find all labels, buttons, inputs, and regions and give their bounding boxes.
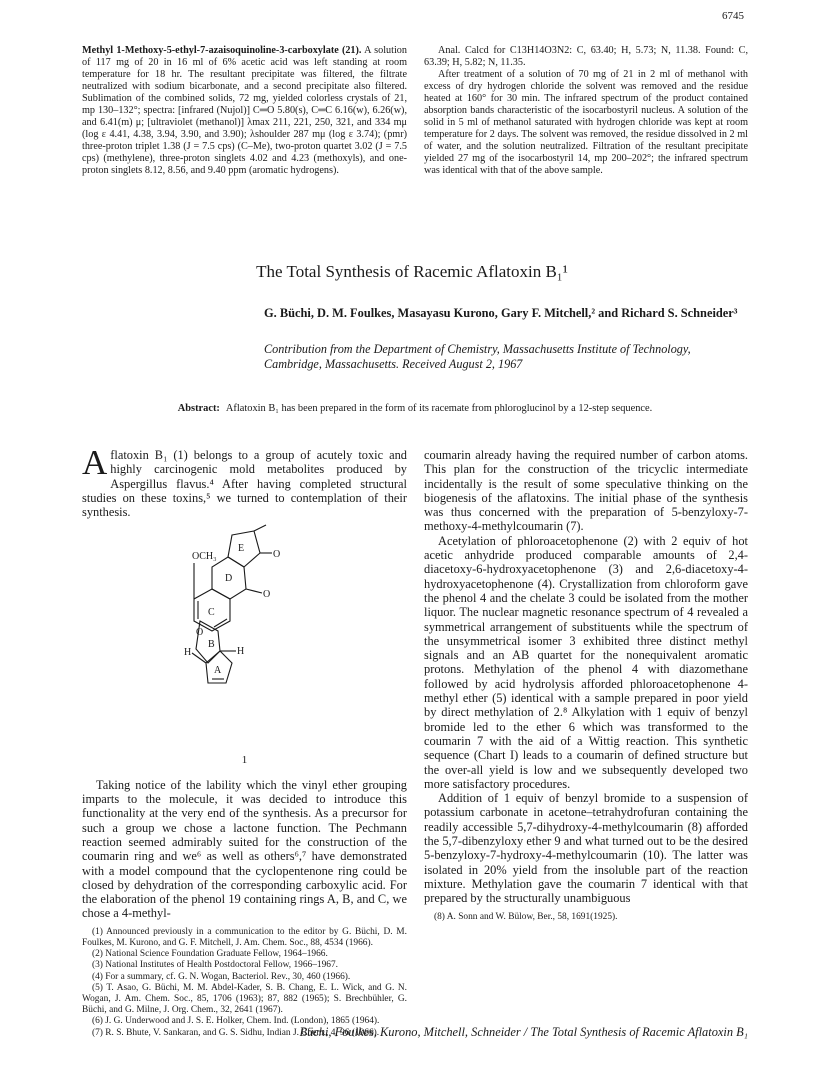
compound-heading: Methyl 1-Methoxy-5-ethyl-7-azaisoquinoline-3-carboxylate (21). <box>82 45 362 56</box>
compound-number: 1 <box>241 754 248 767</box>
article-title: The Total Synthesis of Racemic Aflatoxin B₁¹ <box>256 262 568 281</box>
lactone-bond <box>246 589 262 593</box>
abstract-label: Abstract: <box>177 403 220 414</box>
lactone-oxygen-label: O <box>263 589 271 601</box>
ring-e-bond <box>254 525 266 531</box>
ring-e-label: E <box>238 543 245 555</box>
drop-cap: A <box>82 443 108 482</box>
page-number: 6745 <box>722 10 744 22</box>
ketone-oxygen-label: O <box>273 549 281 561</box>
footnote: (3) National Institutes of Health Postdoctoral Fellow, 1966–1967. <box>92 960 338 971</box>
abstract <box>82 403 748 414</box>
footnote: (5) T. Asao, G. Büchi, M. M. Abdel-Kader, S. B. Chang, E. L. Wick, and G. N. Wogan, J. Am. Chem. Soc., 85, 1706 (1963); 87, 882 (1965); S. Brechbühler, G. Büchi, and G. Milne, J. Org. Chem., 32, 2641 (1967). <box>82 982 407 1016</box>
footnote: (2) National Science Foundation Graduate Fellow, 1964–1966. <box>92 949 328 960</box>
footnotes <box>82 927 407 1039</box>
ring-b-label: B <box>208 639 215 651</box>
body-column-left <box>82 443 407 1039</box>
experimental-text: A solution of 117 mg of 20 in 16 ml of 6% acetic acid was left standing at room temperature for 18 hr. The resultant precipitate was filtered, the filtrate neutralized with sodium bicarbonate, and a second precipitate also filtered. Sublimation of the combined solids, 72 mg, yielded colorless crystals of 21, mp 130–132°; spectra: [infrared (Nujol)] C═O 5.80(s), C═C 6.16(w), 6.26(w), and 6.41(m) μ; [ultraviolet (methanol)] λmax 211, 221, 250, 321, and 334 mμ (log ε 4.41, 4.38, 3.94, 3.90, and 3.90); λshoulder 287 mμ (log ε 3.74); (pmr) three-proton triplet 1.38 (J = 7.5 cps) (C–Me), two-proton quartet 3.02 (J = 7.5 cps) (methylene), three-proton singlets 4.02 and 4.23 (methoxyls), and one-proton singlets 8.12, 8.56, and 9.40 ppm (aromatic hydrogens). <box>82 45 407 176</box>
body-paragraph: Acetylation of phloroacetophenone (2) with 2 equiv of hot acetic anhydride produced comparable amounts of 2,4-diacetoxy-6-hydroxyacetophenone (3) and 2,6-diacetoxy-4-hydroxyacetophenone (4). Crystallization from chloroform gave the phenol 4 and the chelate 3 could be isolated from the mother liquor. The nuclear magnetic resonance spectrum of 4 revealed a symmetrical arrangement of substituents while the spectrum of the unsymmetrical isomer 3 exhibited three distinct methyl signals and an AB quartet for the nonequivalent aromatic protons. Methylation of the phenol 4 with diazomethane followed by acid hydrolysis afforded phloroacetophenone 4-methyl ether (5) identical with a sample prepared in poor yield by direct methylation of 2.⁸ Alkylation with 1 equiv of benzyl bromide led to the ether 6 which was transformed to the coumarin 7 with the aid of a Wittig reaction. This synthetic sequence (Chart I) leads to a coumarin of defined structure but the over-all yield is low and we subsequently developed two more satisfactory procedures. <box>424 533 748 791</box>
body-column-right <box>424 448 748 923</box>
footnote: (1) Announced previously in a communication to the editor by G. Büchi, D. M. Foulkes, M. Kurono, and G. F. Mitchell, J. Am. Chem. Soc., 88, 4534 (1966). <box>82 926 407 948</box>
abstract-text: Aflatoxin B₁ has been prepared in the form of its racemate from phloroglucinol by a 12-step sequence. <box>225 403 653 414</box>
footnote: (6) J. G. Underwood and J. S. E. Holker, Chem. Ind. (London), 1865 (1964). <box>92 1016 380 1027</box>
synthesis-plan-paragraph: Taking notice of the lability which the vinyl ether grouping imparts to the molecule, it was decided to introduce this functionality at the very end of the synthesis. As a precursor for such a group we chose a lactone function. The Pechmann reaction seemed admirably suited for the construction of the coumarin ring and we⁶ as well as others⁶,⁷ have demonstrated with a model compound that the cyclopentenone ring could be closed by dehydration of the corresponding carboxylic acid. For the elaboration of the phenol 19 containing rings A, B, and C, we chose a 4-methyl- <box>82 777 407 921</box>
footnote: (7) R. S. Bhute, V. Sankaran, and G. S. Sidhu, Indian J. Chem., 4, 96 (1966). <box>92 1027 380 1038</box>
body-paragraph: Addition of 1 equiv of benzyl bromide to a suspension of potassium carbonate in acetone–tetrahydrofuran containing the readily accessible 5,7-dihydroxy-4-methylcoumarin (8) afforded the 5,7-dibenzyloxy ether 9 and what turned out to be the desired 5-benzyloxy-7-hydroxy-4-methylcoumarin (10). The latter was isolated in 20% yield from the insoluble part of the reaction mixture. Methylation gave the coumarin 7 identical with that prepared by the structurally unambiguous <box>424 791 748 906</box>
experimental-section-right <box>424 45 748 177</box>
experimental-section-left <box>82 45 407 177</box>
intro-paragraph <box>82 443 407 520</box>
hydrogen-left-label: H <box>184 647 192 659</box>
ring-c-label: C <box>208 607 215 619</box>
author-list: G. Büchi, D. M. Foulkes, Masayasu Kurono, Gary F. Mitchell,² and Richard S. Schneider³ <box>264 306 738 320</box>
ring-a-label: A <box>214 665 222 677</box>
methoxy-label: OCH₃ <box>192 551 217 563</box>
footnote: (8) A. Sonn and W. Bülow, Ber., 58, 1691(1925). <box>434 911 618 922</box>
ring-d-label: D <box>225 573 233 585</box>
footnote: (4) For a summary, cf. G. N. Wogan, Bacteriol. Rev., 30, 460 (1966). <box>92 971 351 982</box>
hydrogen-right-label: H <box>237 646 245 658</box>
experimental-text-right: After treatment of a solution of 70 mg of 21 in 2 ml of methanol with excess of dry hydrogen chloride the solvent was removed and the residue heated at 160° for 30 min. The infrared spectrum of the product contained absorption bands characteristic of the isocarbostyril nucleus. A solution of the solid in 5 ml of methanol saturated with hydrogen chloride was kept at room temperature for 2 days. The solvent was removed, the residue dissolved in 2 ml of water, and the solution neutralized. Filtration of the resultant precipitate yielded 27 mg of the isocarbostyril 14, mp 200–202°; the infrared spectrum was identical with that of the above sample. <box>424 69 748 176</box>
intro-text: flatoxin B₁ (1) belongs to a group of acutely toxic and highly carcinogenic mold metabolites produced by Aspergillus flavus.⁴ After having completed structural studies on these toxins,⁵ we turned to contemplation of their synthesis. <box>82 448 407 520</box>
experimental-paragraph <box>82 45 407 177</box>
analysis-line: Anal. Calcd for C13H14O3N2: C, 63.40; H, 5.73; N, 11.38. Found: C, 63.39; H, 5.82; N, 11.35. <box>424 45 748 68</box>
body-paragraph: coumarin already having the required number of carbon atoms. This plan for the construction of the tricyclic intermediate incidentally is the result of some speculative thinking on the biogenesis of the aflatoxins. The initial phase of the synthesis was thus concerned with the preparation of 5-benzyloxy-7-methoxy-4-methylcoumarin (7). <box>424 448 748 534</box>
affiliation: Contribution from the Department of Chemistry, Massachusetts Institute of Technology, Cambridge, Massachusetts. Received August 2, 1967 <box>264 342 691 371</box>
furan-oxygen-label: O <box>196 627 204 639</box>
footnote-right <box>424 912 748 923</box>
aflatoxin-structure-drawing <box>184 523 302 751</box>
aflatoxin-structure-figure <box>82 523 407 751</box>
running-footer: Büchi, Foulkes, Kurono, Mitchell, Schneider / The Total Synthesis of Racemic Aflatoxin B₁ <box>299 1025 748 1039</box>
